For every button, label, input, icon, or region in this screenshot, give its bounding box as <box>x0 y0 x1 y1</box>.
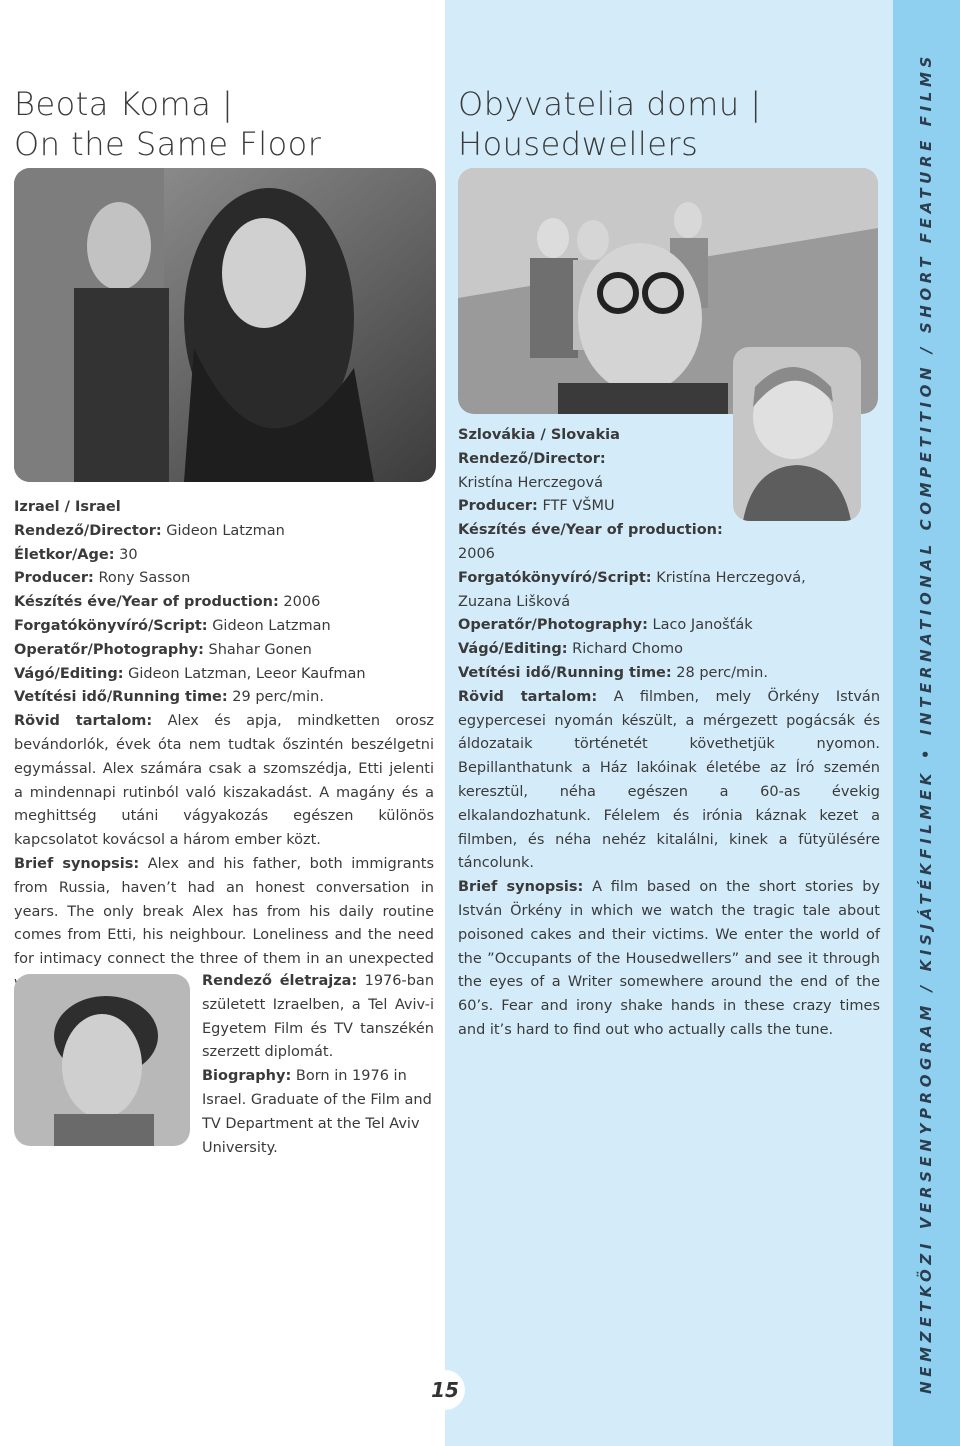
left-runtime: 29 perc/min. <box>232 689 324 706</box>
right-photography: Laco Janošťák <box>652 617 753 634</box>
left-bio-hu-label: Rendező életrajza: <box>202 973 358 989</box>
right-summary-text: A filmben, mely Örkény István egypercesei nyomán készült, a mérgezett pogácsák és áldozataik történetét követhetjük nyomon. Bepillanthatunk a Ház lakóinak életébe az Író szemén keresztül, néha egészen a 60-as évekig elkalandozhatunk. Félelem és irónia káznak kezet a filmben, és néha nehéz kitalálni, kinek a fütyülésére táncolunk. <box>458 688 881 872</box>
left-title-line-1: Beota Koma | <box>14 85 234 123</box>
left-producer-label: Producer: <box>14 570 94 587</box>
left-director: Gideon Latzman <box>166 522 285 539</box>
left-photography-label: Operatőr/Photography: <box>14 641 204 658</box>
page-number: 15 <box>425 1370 465 1410</box>
right-film-title <box>458 84 762 164</box>
left-age: 30 <box>119 546 138 563</box>
left-year-line <box>14 591 434 615</box>
left-title-line-2: On the Same Floor <box>14 125 322 163</box>
left-age-line <box>14 544 434 568</box>
left-script-line <box>14 615 434 639</box>
right-editing: Richard Chomo <box>572 641 683 658</box>
right-producer-label: Producer: <box>458 498 538 515</box>
left-bio-en-label: Biography: <box>202 1068 292 1085</box>
left-editing-line <box>14 663 434 687</box>
right-synopsis <box>458 876 880 1043</box>
right-summary-label: Rövid tartalom: <box>458 688 598 705</box>
left-summary-label: Rövid tartalom: <box>14 713 153 730</box>
right-year: 2006 <box>458 545 495 562</box>
right-synopsis-text: A film based on the short stories by István Örkény in which we watch the tragic tale about poisoned cakes and their victims. We enter the world of the ”Occupants of the Housedwellers” and see it through the eyes of a Writer somewhere around the end of the 60’s. Fear and irony shake hands in these crazy times and it’s hard to find out who actually calls the tune. <box>458 879 880 1038</box>
section-vertical-label: NEMZETKÖZI VERSENYPROGRAM / KISJÁTÉKFILMEK • INTERNATIONAL COMPETITION / SHORT FEATURE FILMS <box>917 52 935 1394</box>
director-portrait-left <box>14 974 190 1146</box>
right-country: Szlovákia / Slovakia <box>458 427 620 443</box>
left-script: Gideon Latzman <box>212 617 331 634</box>
left-year-label: Készítés éve/Year of production: <box>14 594 279 611</box>
left-bio-hu-text: 1976-ban született Izraelben, a Tel Aviv-i Egyetem Film és TV tanszékén szerzett diplomát. <box>202 973 435 1061</box>
right-script-label: Forgatókönyvíró/Script: <box>458 569 652 586</box>
left-age-label: Életkor/Age: <box>14 546 115 563</box>
left-editing: Gideon Latzman, Leeor Kaufman <box>128 665 366 682</box>
left-producer-line <box>14 567 434 591</box>
left-director-bio <box>202 970 434 1160</box>
left-country: Izrael / Israel <box>14 499 121 515</box>
left-runtime-line <box>14 686 434 710</box>
right-summary <box>458 686 880 876</box>
right-synopsis-label: Brief synopsis: <box>458 879 584 896</box>
left-producer: Rony Sasson <box>98 570 191 587</box>
left-editing-label: Vágó/Editing: <box>14 665 124 682</box>
left-director-line <box>14 520 434 544</box>
right-photography-label: Operatőr/Photography: <box>458 617 648 634</box>
left-photography-line <box>14 639 434 663</box>
left-summary <box>14 710 434 853</box>
left-year: 2006 <box>283 594 321 611</box>
right-producer: FTF VŠMU <box>542 498 615 515</box>
right-producer-line <box>458 495 880 519</box>
right-director: Kristína Herczegová <box>458 474 603 491</box>
left-film-title <box>14 84 321 164</box>
left-script-label: Forgatókönyvíró/Script: <box>14 617 208 634</box>
left-director-label: Rendező/Director: <box>14 522 162 539</box>
left-synopsis-label: Brief synopsis: <box>14 855 140 872</box>
left-bio-en-text: Born in 1976 in Israel. Graduate of the Film and TV Department at the Tel Aviv University. <box>202 1068 432 1156</box>
right-script: Kristína Herczegová, Zuzana Lišková <box>458 569 806 610</box>
right-editing-label: Vágó/Editing: <box>458 641 568 658</box>
left-film-credits <box>14 496 434 996</box>
left-film-still <box>14 168 436 482</box>
right-runtime-label: Vetítési idő/Running time: <box>458 664 672 681</box>
right-photography-line <box>458 614 880 638</box>
right-title-line-1: Obyvatelia domu | <box>458 85 762 123</box>
left-bio-en <box>202 1065 434 1160</box>
right-editing-line <box>458 638 880 662</box>
right-director-label: Rendező/Director: <box>458 450 606 467</box>
left-photography: Shahar Gonen <box>208 641 312 658</box>
left-runtime-label: Vetítési idő/Running time: <box>14 689 228 706</box>
left-summary-text: Alex és apja, mindketten orosz bevándorlók, évek óta nem tudtak őszintén beszélgetni egymással. Alex számára csak a szomszédja, Etti jelenti a mindennapi rutinból való kiszakadást. A magány és a meghittség utáni vágyakozás egészen különös kapcsolatot kovácsol a három ember közt. <box>14 713 434 849</box>
right-title-line-2: Housedwellers <box>458 125 699 163</box>
left-bio-hu <box>202 970 434 1065</box>
right-script-line <box>458 567 850 615</box>
right-runtime-line <box>458 662 880 686</box>
right-runtime: 28 perc/min. <box>676 664 768 681</box>
right-year-label: Készítés éve/Year of production: <box>458 522 723 539</box>
left-synopsis-text: Alex and his father, both immigrants from Russia, haven’t had an honest conversation in years. The only break Alex has from his daily routine comes from Etti, his neighbour. Loneliness and the need for intimacy connect the three of them in an unexpected <box>14 855 435 968</box>
right-film-credits <box>458 424 880 1043</box>
